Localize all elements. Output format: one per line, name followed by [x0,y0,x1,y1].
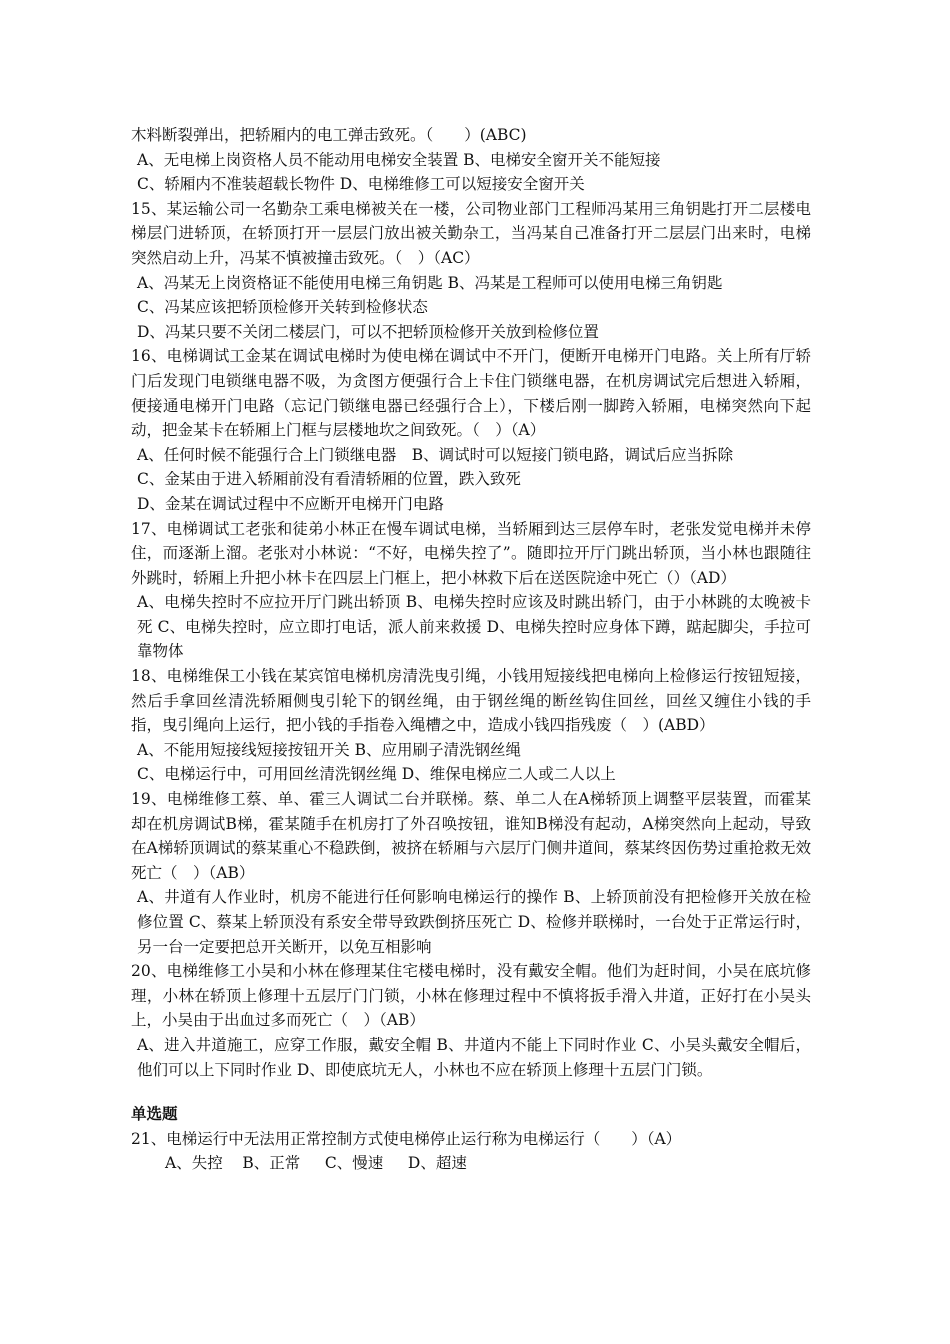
question-21: 21、电梯运行中无法用正常控制方式使电梯停止运行称为电梯运行（ ）（A） [131,1129,682,1148]
question-20: 20、电梯维修工小吴和小林在修理某住宅楼电梯时，没有戴安全帽。他们为赶时间，小吴在底坑修理，小林在轿顶上修理十五层厅门门锁，小林在修理过程中不慎将扳手滑入井道，正好打在小吴头上，小吴由于出血过多而死亡（ ）（AB） [131,962,811,1030]
section-title: 单选题 [131,1104,178,1124]
option-line: C、轿厢内不准装超载长物件 D、电梯维修工可以短接安全窗开关 [137,175,585,194]
option-line: A、冯某无上岗资格证不能使用电梯三角钥匙 B、冯某是工程师可以使用电梯三角钥匙 [137,273,723,292]
option-line: D、金某在调试过程中不应断开电梯开门电路 [137,494,444,513]
option-line: C、电梯运行中，可用回丝清洗钢丝绳 D、维保电梯应二人或二人以上 [137,765,616,784]
option-line: A、失控 B、正常 C、慢速 D、超速 [165,1154,467,1173]
question-15: 15、某运输公司一名勤杂工乘电梯被关在一楼，公司物业部门工程师冯某用三角钥匙打开二层楼电梯层门进轿顶，在轿顶打开一层层门放出被关勤杂工，当冯某自己准备打开二层层门出来时，电梯突然启动上升，冯某不慎被撞击致死。（ ）（AC） [131,199,811,267]
question-16: 16、电梯调试工金某在调试电梯时为使电梯在调试中不开门，便断开电梯开门电路。关上所有厅轿门后发现门电锁继电器不吸，为贪图方便强行合上卡住门锁继电器，在机房调试完后想进入轿厢，便接通电梯开门电路（忘记门锁继电器已经强行合上），下楼后刚一脚跨入轿厢，电梯突然向下起动，把金某卡在轿厢上门框与层楼地坎之间致死。（ ）（A） [131,347,811,440]
option-line: A、井道有人作业时，机房不能进行任何影响电梯运行的操作 B、上轿顶前没有把检修开关放在检修位置 C、蔡某上轿顶没有系安全带导致跌倒挤压死亡 D、检修并联梯时，一台处于正常运行时，另一台一定要把总开关断开，以免互相影响 [137,888,811,956]
option-line: C、冯某应该把轿顶检修开关转到检修状态 [137,298,428,317]
option-line: A、无电梯上岗资格人员不能动用电梯安全装置 B、电梯安全窗开关不能短接 [137,150,661,169]
question-18: 18、电梯维保工小钱在某宾馆电梯机房清洗曳引绳，小钱用短接线把电梯向上检修运行按钮短接，然后手拿回丝清洗轿厢侧曳引轮下的钢丝绳，由于钢丝绳的断丝钩住回丝，回丝又缠住小钱的手指，曳引绳向上运行，把小钱的手指卷入绳槽之中，造成小钱四指残废（ ）(ABD） [131,667,811,735]
option-line: A、进入井道施工，应穿工作服，戴安全帽 B、井道内不能上下同时作业 C、小吴头戴安全帽后，他们可以上下同时作业 D、即使底坑无人，小林也不应在轿顶上修理十五层门门锁。 [137,1035,811,1079]
document-page [131,123,811,1176]
option-line: A、电梯失控时不应拉开厅门跳出轿顶 B、电梯失控时应该及时跳出轿门，由于小林跳的太晚被卡死 C、电梯失控时，应立即打电话，派人前来救援 D、电梯失控时应身体下蹲，踮起脚尖，手拉可靠物体 [137,593,811,661]
option-line: D、冯某只要不关闭二楼层门，可以不把轿顶检修开关放到检修位置 [137,322,599,341]
question-17: 17、电梯调试工老张和徒弟小林正在慢车调试电梯，当轿厢到达三层停车时，老张发觉电梯并未停住，而逐渐上溜。老张对小林说：“不好，电梯失控了”。随即拉开厅门跳出轿顶，当小林也跟随往外跳时，轿厢上升把小林卡在四层上门框上，把小林救下后在送医院途中死亡（）（AD） [131,519,811,587]
intro-text: 木料断裂弹出，把轿厢内的电工弹击致死。（ ）(ABC) [131,126,527,144]
option-line: C、金某由于进入轿厢前没有看清轿厢的位置，跌入致死 [137,470,521,489]
question-19: 19、电梯维修工蔡、单、霍三人调试二台并联梯。蔡、单二人在A梯轿顶上调整平层装置，而霍某却在机房调试B梯，霍某随手在机房打了外召唤按钮，谁知B梯没有起动，A梯突然向上起动，导致在A梯轿顶调试的蔡某重心不稳跌倒，被挤在轿厢与六层厅门侧井道间，蔡某终因伤势过重抢救无效死亡（ ）（AB） [131,790,811,882]
option-line: A、不能用短接线短接按钮开关 B、应用刷子清洗钢丝绳 [137,740,522,759]
option-line: A、任何时候不能强行合上门锁继电器 B、调试时可以短接门锁电路，调试后应当拆除 [137,445,734,464]
